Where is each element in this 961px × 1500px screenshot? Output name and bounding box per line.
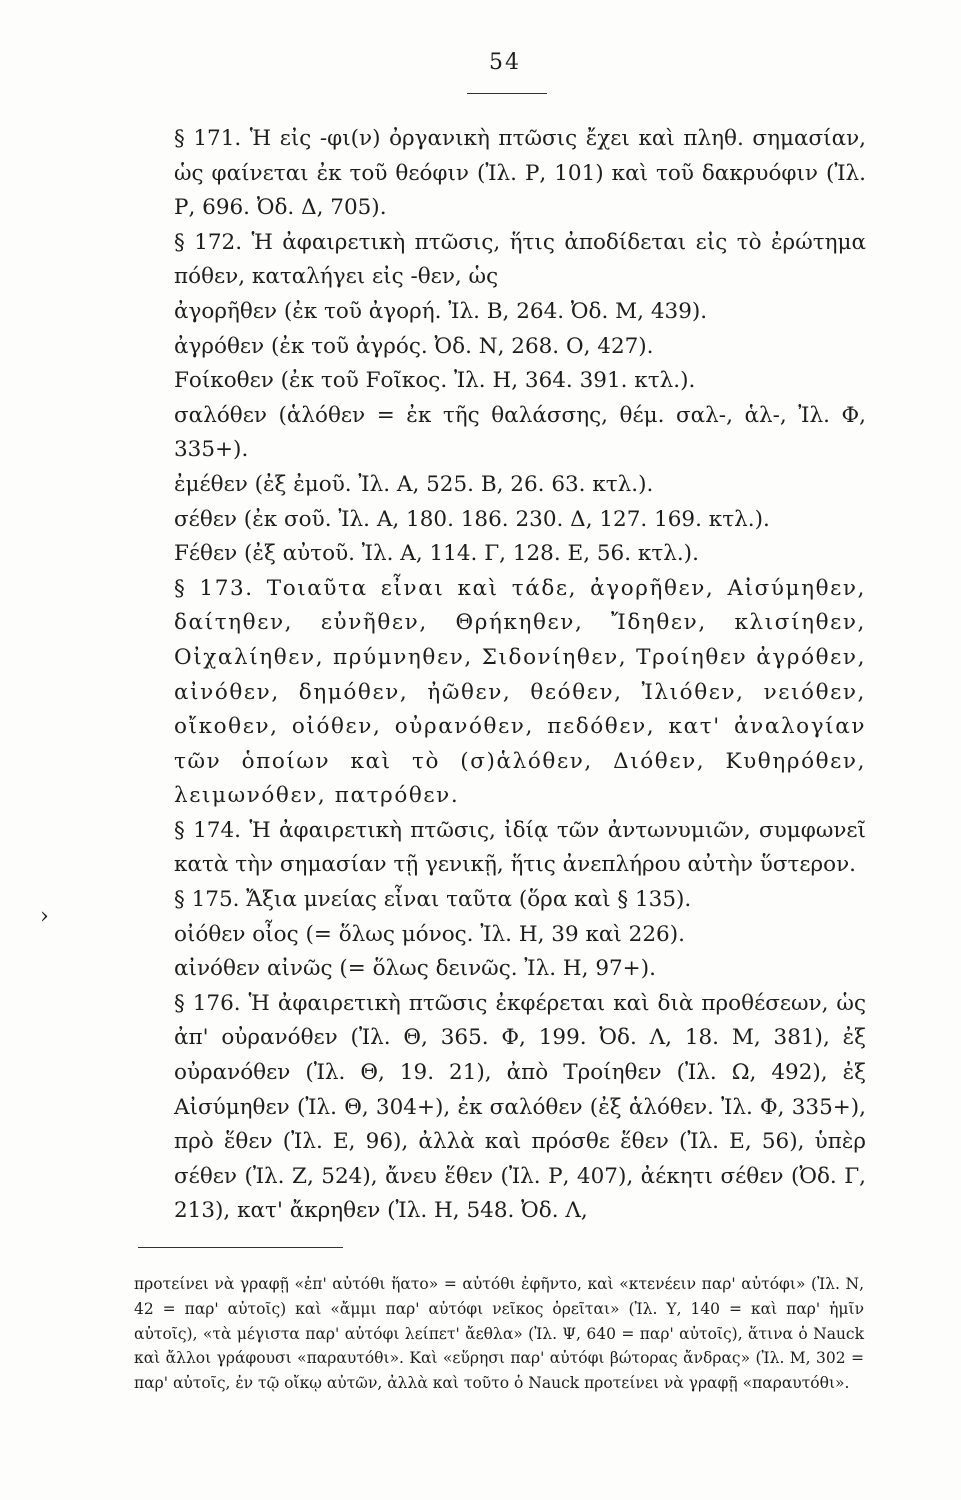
paragraph-176: § 176. Ἡ ἀφαιρετικὴ πτῶσις ἐκφέρεται καὶ διὰ προθέσεων, ὡς ἀπ' οὐρανόθεν (Ἰλ. Θ, 365. Φ, 199. Ὀδ. Λ, 18. Μ, 381), ἐξ οὐρανόθεν (Ἰλ. Θ, 19. 21), ἀπὸ Τροίηθεν (Ἰλ. Ω, 492), ἐξ Αἰσύμηθεν (Ἰλ. Θ, 304+), ἐκ σαλόθεν (ἐξ ἁλόθεν. Ἰλ. Φ, 335+), πρὸ ἕθεν (Ἰλ. Ε, 96), ἀλλὰ καὶ πρόσθε ἕθεν (Ἰλ. Ε, 56), ὑπὲρ σέθεν (Ἰλ. Ζ, 524), ἄνευ ἕθεν (Ἰλ. Ρ, 407), ἀέκητι σέθεν (Ὀδ. Γ, 213), κατ' ἄκρηθεν (Ἰλ. Η, 548. Ὀδ. Λ, — [174, 990, 866, 1224]
page-number: 54 — [489, 50, 521, 75]
paragraph-173: § 173. Τοιαῦτα εἶναι καὶ τάδε, ἀγορῆθεν, Αἰσύμηθεν, δαίτηθεν, εὐνῆθεν, Θρήκηθεν, Ἴδηθεν, κλισίηθεν, Οἰχαλίηθεν, πρύμνηθεν, Σιδονίηθεν, Τροίηθεν ἀγρόθεν, αἰνόθεν, δημόθεν, ἠῶθεν, θεόθεν, Ἰλιόθεν, νειόθεν, οἴκοθεν, οἰόθεν, οὐρανόθεν, πεδόθεν, κατ' ἀναλογίαν τῶν ὁποίων καὶ τὸ (σ)ἁλόθεν, Διόθεν, Κυθηρόθεν, λειμωνόθεν, πατρόθεν. — [174, 575, 866, 809]
example-line: σέθεν (ἐκ σοῦ. Ἰλ. Α, 180. 186. 230. Δ, 127. 169. κτλ.). — [174, 506, 770, 532]
example-line: ἐμέθεν (ἐξ ἐμοῦ. Ἰλ. Α, 525. Β, 26. 63. κτλ.). — [174, 471, 654, 497]
footnote-rule — [138, 1247, 343, 1248]
example-line: αἰνόθεν αἰνῶς (= ὅλως δεινῶς. Ἰλ. Η, 97+). — [174, 956, 656, 982]
example-line: ἀγορῆθεν (ἐκ τοῦ ἀγορή. Ἰλ. Β, 264. Ὀδ. Μ, 439). — [174, 298, 708, 324]
page-number-rule — [467, 93, 547, 94]
example-line: ἀγρόθεν (ἐκ τοῦ ἀγρός. Ὀδ. Ν, 268. Ο, 427). — [174, 333, 654, 359]
footnote-text: προτείνει νὰ γραφῇ «ἐπ' αὐτόθι ἥατο» = αὐτόθι ἐφῆντο, καὶ «κτενέειν παρ' αὐτόφι» (Ἰλ. Ν, 42 = παρ' αὐτοῖς) καὶ «ἄμμι παρ' αὐτόφι νεῖκος ὀρεῖται» (Ἰλ. Υ, 140 = καὶ παρ' ἡμῖν αὐτοῖς), «τὰ μέγιστα παρ' αὐτόφι λείπετ' ἄεθλα» (Ἰλ. Ψ, 640 = παρ' αὐτοῖς), ἅτινα ὁ Nauck καὶ ἄλλοι γράφουσι «παραυτόθι». Καὶ «εὕρησι παρ' αὐτόφι βώτορας ἄνδρας» (Ἰλ. Μ, 302 = παρ' αὐτοῖς, ἐν τῷ οἴκῳ αὐτῶν, ἀλλὰ καὶ τοῦτο ὁ Nauck προτείνει νὰ γραφῇ «παραυτόθι». — [134, 1275, 864, 1393]
main-text — [122, 122, 866, 1229]
example-line: Fέθεν (ἐξ αὐτοῦ. Ἰλ. Α, 114. Γ, 128. Ε, 56. κτλ.). — [174, 541, 699, 567]
paragraph-175: § 175. Ἄξια μνείας εἶναι ταῦτα (ὅρα καὶ § 135). — [174, 887, 692, 913]
paragraph-174: § 174. Ἡ ἀφαιρετικὴ πτῶσις, ἰδίᾳ τῶν ἀντωνυμιῶν, συμφωνεῖ κατὰ τὴν σημασίαν τῇ γενικῇ, ἥτις ἀνεπλήρου αὐτὴν ὕστερον. — [174, 817, 866, 878]
paragraph-171: § 171. Ἡ εἰς -φι(ν) ὀργανικὴ πτῶσις ἔχει καὶ πληθ. σημασίαν, ὡς φαίνεται ἐκ τοῦ θεόφιν (Ἰλ. Ρ, 101) καὶ τοῦ δακρυόφιν (Ἰλ. Ρ, 696. Ὀδ. Δ, 705). — [174, 126, 866, 221]
margin-mark: › — [40, 904, 49, 929]
footnote — [134, 1272, 864, 1396]
example-line: Fοίκοθεν (ἐκ τοῦ Fοῖκος. Ἰλ. Η, 364. 391. κτλ.). — [174, 368, 696, 394]
example-line: σαλόθεν (ἁλόθεν = ἐκ τῆς θαλάσσης, θέμ. σαλ-, ἁλ-, Ἰλ. Φ, 335+). — [174, 402, 866, 463]
example-line: οἰόθεν οἶος (= ὅλως μόνος. Ἰλ. Η, 39 καὶ 226). — [174, 921, 685, 947]
paragraph-172: § 172. Ἡ ἀφαιρετικὴ πτῶσις, ἥτις ἀποδίδεται εἰς τὸ ἐρώτημα πόθεν, καταλήγει εἰς -θεν, ὡς — [174, 229, 866, 290]
